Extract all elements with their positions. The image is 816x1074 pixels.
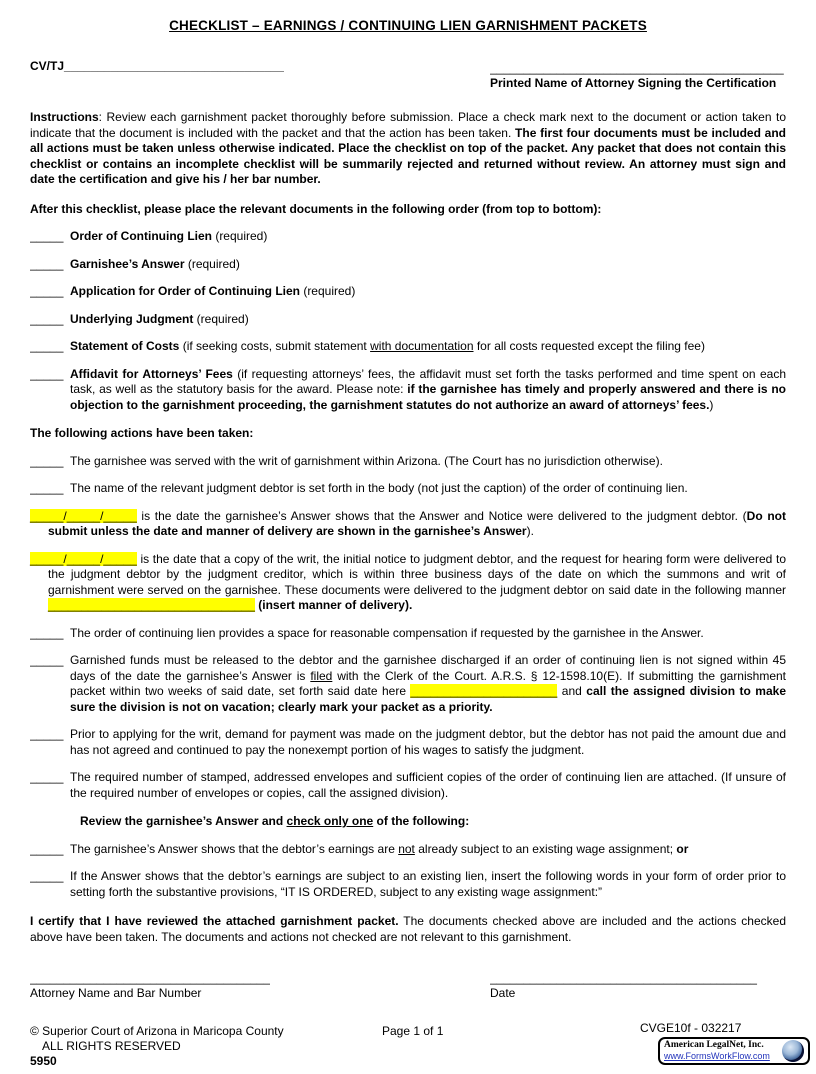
globe-icon xyxy=(782,1040,804,1062)
text-segment: or xyxy=(676,841,689,856)
instructions-paragraph xyxy=(30,110,786,188)
action-item-text xyxy=(70,727,786,758)
check-blank[interactable]: _____ xyxy=(30,653,64,667)
fill-in-blank[interactable]: _____/_____/_____ xyxy=(30,508,137,523)
case-number-label: CV/TJ xyxy=(30,59,65,73)
action-item-text xyxy=(70,770,786,801)
action-item-date xyxy=(30,552,786,614)
text-segment: (insert manner of delivery). xyxy=(258,598,413,612)
text-segment: The name of the relevant judgment debtor is set forth in the body (not just the caption) of the order of continuing lien. xyxy=(70,481,688,495)
action-item xyxy=(30,653,786,715)
text-segment: : Review each garnishment packet thoroughly before submission. Place a check mark next to the document or action taken to indicate that the document is included with the packet and that the action has been taken. xyxy=(30,110,786,140)
action-item xyxy=(30,454,786,470)
text-segment: Instructions xyxy=(30,110,99,124)
document-item xyxy=(30,367,786,414)
text-segment: Order of Continuing Lien xyxy=(70,229,212,243)
text-segment: The garnishee was served with the writ of garnishment within Arizona. (The Court has no jurisdiction otherwise). xyxy=(70,453,663,468)
document-item-text xyxy=(70,257,786,273)
date-signature-field xyxy=(490,972,760,1000)
text-segment: (if requesting attorneys’ fees, the affidavit must set forth the tasks performed and time spent on each task, as well as the statutory basis for the award. Please note: xyxy=(70,366,786,396)
footer-form-code: CVGE10f - 032217 xyxy=(640,1021,742,1035)
text-segment: The first four documents must be included and all actions must be taken unless otherwise indicated. Place the checklist on top of the packet. Any packet that does not contain this checklist or contains an incomplete checklist will be summarily rejected and returned without review. An attorney must sign and date the certification and give his / her bar number. xyxy=(30,125,786,186)
text-segment: is the date the garnishee’s Answer shows that the Answer and Notice were delivered to the judgment debtor. ( xyxy=(136,508,747,523)
text-segment: Statement of Costs xyxy=(70,339,180,353)
text-segment: The required number of stamped, addressed envelopes and sufficient copies of the order of continuing lien are attached. (If unsure of the required number of envelopes or copies, call the assigned division). xyxy=(70,770,786,800)
logo-text-block xyxy=(664,1040,782,1062)
text-segment: (required) xyxy=(299,284,356,298)
document-item-text xyxy=(70,367,786,414)
text-segment: (if seeking costs, submit statement xyxy=(179,339,371,353)
text-segment: call the assigned division to make sure the division is not on vacation; clearly mark your packet as a priority. xyxy=(70,684,786,714)
text-segment: If the Answer shows that the debtor’s earnings are subject to an existing lien, insert the following words in your form of order prior to setting forth the substantive provisions, “IT IS ORDERED, subject to any existing wage assignment:” xyxy=(70,869,786,899)
footer-copyright: © Superior Court of Arizona in Maricopa County xyxy=(30,1024,284,1038)
check-blank[interactable]: _____ xyxy=(30,453,64,468)
check-blank[interactable]: _____ xyxy=(30,625,64,640)
footer-copyright-block xyxy=(30,1024,284,1069)
document-item-text xyxy=(70,284,786,300)
text-segment: with the Clerk of the Court. A.R.S. § 12-1598.10(E). If submitting the garnishment packet within two weeks of said date, set forth said date here xyxy=(70,668,787,698)
date-signature-blank[interactable]: ________________________________________ xyxy=(490,972,757,985)
action-item-date xyxy=(30,509,786,540)
footer-rights: ALL RIGHTS RESERVED xyxy=(42,1039,181,1053)
text-segment: check only one xyxy=(286,814,374,828)
footer-form-number: 5950 xyxy=(30,1054,57,1068)
text-segment: (required) xyxy=(184,256,240,271)
signature-block xyxy=(30,972,786,1000)
american-legalnet-logo xyxy=(658,1037,810,1065)
text-segment: (required) xyxy=(211,229,268,243)
action-item-text xyxy=(70,454,786,470)
check-blank[interactable]: _____ xyxy=(30,770,64,784)
text-segment: Underlying Judgment xyxy=(70,311,194,326)
text-segment: I certify that I have reviewed the attached garnishment packet. xyxy=(30,914,399,928)
document-item xyxy=(30,257,786,273)
check-blank[interactable]: _____ xyxy=(30,311,64,326)
action-item-text xyxy=(70,626,786,642)
text-segment: Garnishee’s Answer xyxy=(70,256,185,271)
text-segment: not xyxy=(398,841,415,856)
text-segment: Affidavit for Attorneys’ Fees xyxy=(70,366,233,381)
case-number-field xyxy=(30,59,284,73)
text-segment: The order of continuing lien provides a space for reasonable compensation if requested by the garnishee in the Answer. xyxy=(70,625,704,640)
page-number: Page 1 of 1 xyxy=(382,1024,444,1038)
action-item xyxy=(30,770,786,801)
page-footer xyxy=(30,1020,810,1074)
date-signature-label: Date xyxy=(490,986,516,1000)
attorney-name-field xyxy=(490,62,786,90)
action-item xyxy=(30,727,786,758)
header-row xyxy=(30,59,786,90)
document-item-text xyxy=(70,312,786,328)
text-segment: The garnishee’s Answer shows that the debtor’s earnings are xyxy=(70,841,399,856)
logo-website-link[interactable]: www.FormsWorkFlow.com xyxy=(664,1051,770,1061)
text-segment: Prior to applying for the writ, demand for payment was made on the judgment debtor, but the debtor has not paid the amount due and has not agreed and continued to pay the nonexempt portion of his wages to satisfy the judgment. xyxy=(70,727,786,757)
text-segment: Do not submit unless the date and manner of delivery are shown in the garnishee’s Answer xyxy=(48,508,786,538)
check-blank[interactable]: _____ xyxy=(30,284,64,298)
text-segment: for all costs requested except the filing fee) xyxy=(473,339,705,353)
documents-heading: After this checklist, please place the relevant documents in the following order (from top to bottom): xyxy=(30,201,602,216)
check-blank[interactable]: _____ xyxy=(30,229,64,243)
text-segment: Garnished funds must be released to the debtor and the garnishee discharged if an order of continuing lien is not signed within 45 days of the date the garnishee’s Answer is xyxy=(70,653,786,683)
text-segment: ) xyxy=(709,397,714,412)
text-segment: with documentation xyxy=(370,339,474,353)
fill-in-blank[interactable]: _____/_____/_____ xyxy=(30,551,137,566)
text-segment: if the garnishee has timely and properly answered and there is no objection to the garnishment proceeding, the garnishment statutes do not authorize an award of attorneys’ fees. xyxy=(70,382,787,412)
review-answer-heading xyxy=(80,814,786,830)
document-item-text xyxy=(70,229,786,245)
document-item xyxy=(30,229,786,245)
text-segment: is the date that a copy of the writ, the initial notice to judgment debtor, and the request for hearing form were delivered to the judgment debtor by the judgment creditor, which is within three business days of the date on which the summons and writ of garnishment were served on the garnishee. These documents were delivered to the judgment debtor on said date in the following manner xyxy=(48,551,786,597)
text-segment: already subject to an existing wage assignment; xyxy=(414,841,677,856)
check-blank[interactable]: _____ xyxy=(30,727,64,741)
fill-in-blank[interactable]: _______________________________ xyxy=(48,598,255,612)
action-item-text xyxy=(70,869,786,900)
text-segment: ). xyxy=(526,524,534,538)
text-segment: filed xyxy=(310,668,333,683)
text-segment: (required) xyxy=(193,311,249,326)
attorney-name-blank[interactable]: ____________________________________________ xyxy=(490,62,784,75)
document-item xyxy=(30,284,786,300)
case-number-blank[interactable]: _________________________________ xyxy=(64,59,285,73)
attorney-signature-blank[interactable]: ____________________________________ xyxy=(30,972,270,985)
text-segment: Review the garnishee’s Answer and xyxy=(80,814,287,828)
document-item xyxy=(30,339,786,355)
attorney-name-caption: Printed Name of Attorney Signing the Certification xyxy=(490,76,777,90)
attorney-signature-label: Attorney Name and Bar Number xyxy=(30,986,202,1000)
certification-paragraph xyxy=(30,914,786,945)
actions-heading: The following actions have been taken: xyxy=(30,426,254,440)
action-item-text xyxy=(70,653,786,715)
check-blank[interactable]: _____ xyxy=(30,869,64,883)
action-item-text xyxy=(70,842,786,858)
check-blank[interactable]: _____ xyxy=(30,339,64,353)
document-page xyxy=(0,18,816,1074)
action-item xyxy=(30,481,786,497)
attorney-signature-field xyxy=(30,972,270,1000)
fill-in-blank[interactable]: ______________________ xyxy=(410,684,558,698)
action-item xyxy=(30,869,786,900)
check-blank[interactable]: _____ xyxy=(30,366,64,381)
check-blank[interactable]: _____ xyxy=(30,481,64,495)
document-item-text xyxy=(70,339,786,355)
check-blank[interactable]: _____ xyxy=(30,841,64,856)
text-segment: of the following: xyxy=(373,814,470,828)
document-item xyxy=(30,312,786,328)
logo-company-name: American LegalNet, Inc. xyxy=(664,1040,764,1050)
text-segment: The documents checked above are included and the actions checked above have been taken. The documents and actions not checked are not relevant to this garnishment. xyxy=(30,914,786,944)
action-item xyxy=(30,626,786,642)
page-title: CHECKLIST – EARNINGS / CONTINUING LIEN GARNISHMENT PACKETS xyxy=(169,18,647,33)
action-item-text xyxy=(70,481,786,497)
text-segment: and xyxy=(557,684,587,698)
text-segment: Application for Order of Continuing Lien xyxy=(70,284,300,298)
check-blank[interactable]: _____ xyxy=(30,256,64,271)
action-item xyxy=(30,842,786,858)
